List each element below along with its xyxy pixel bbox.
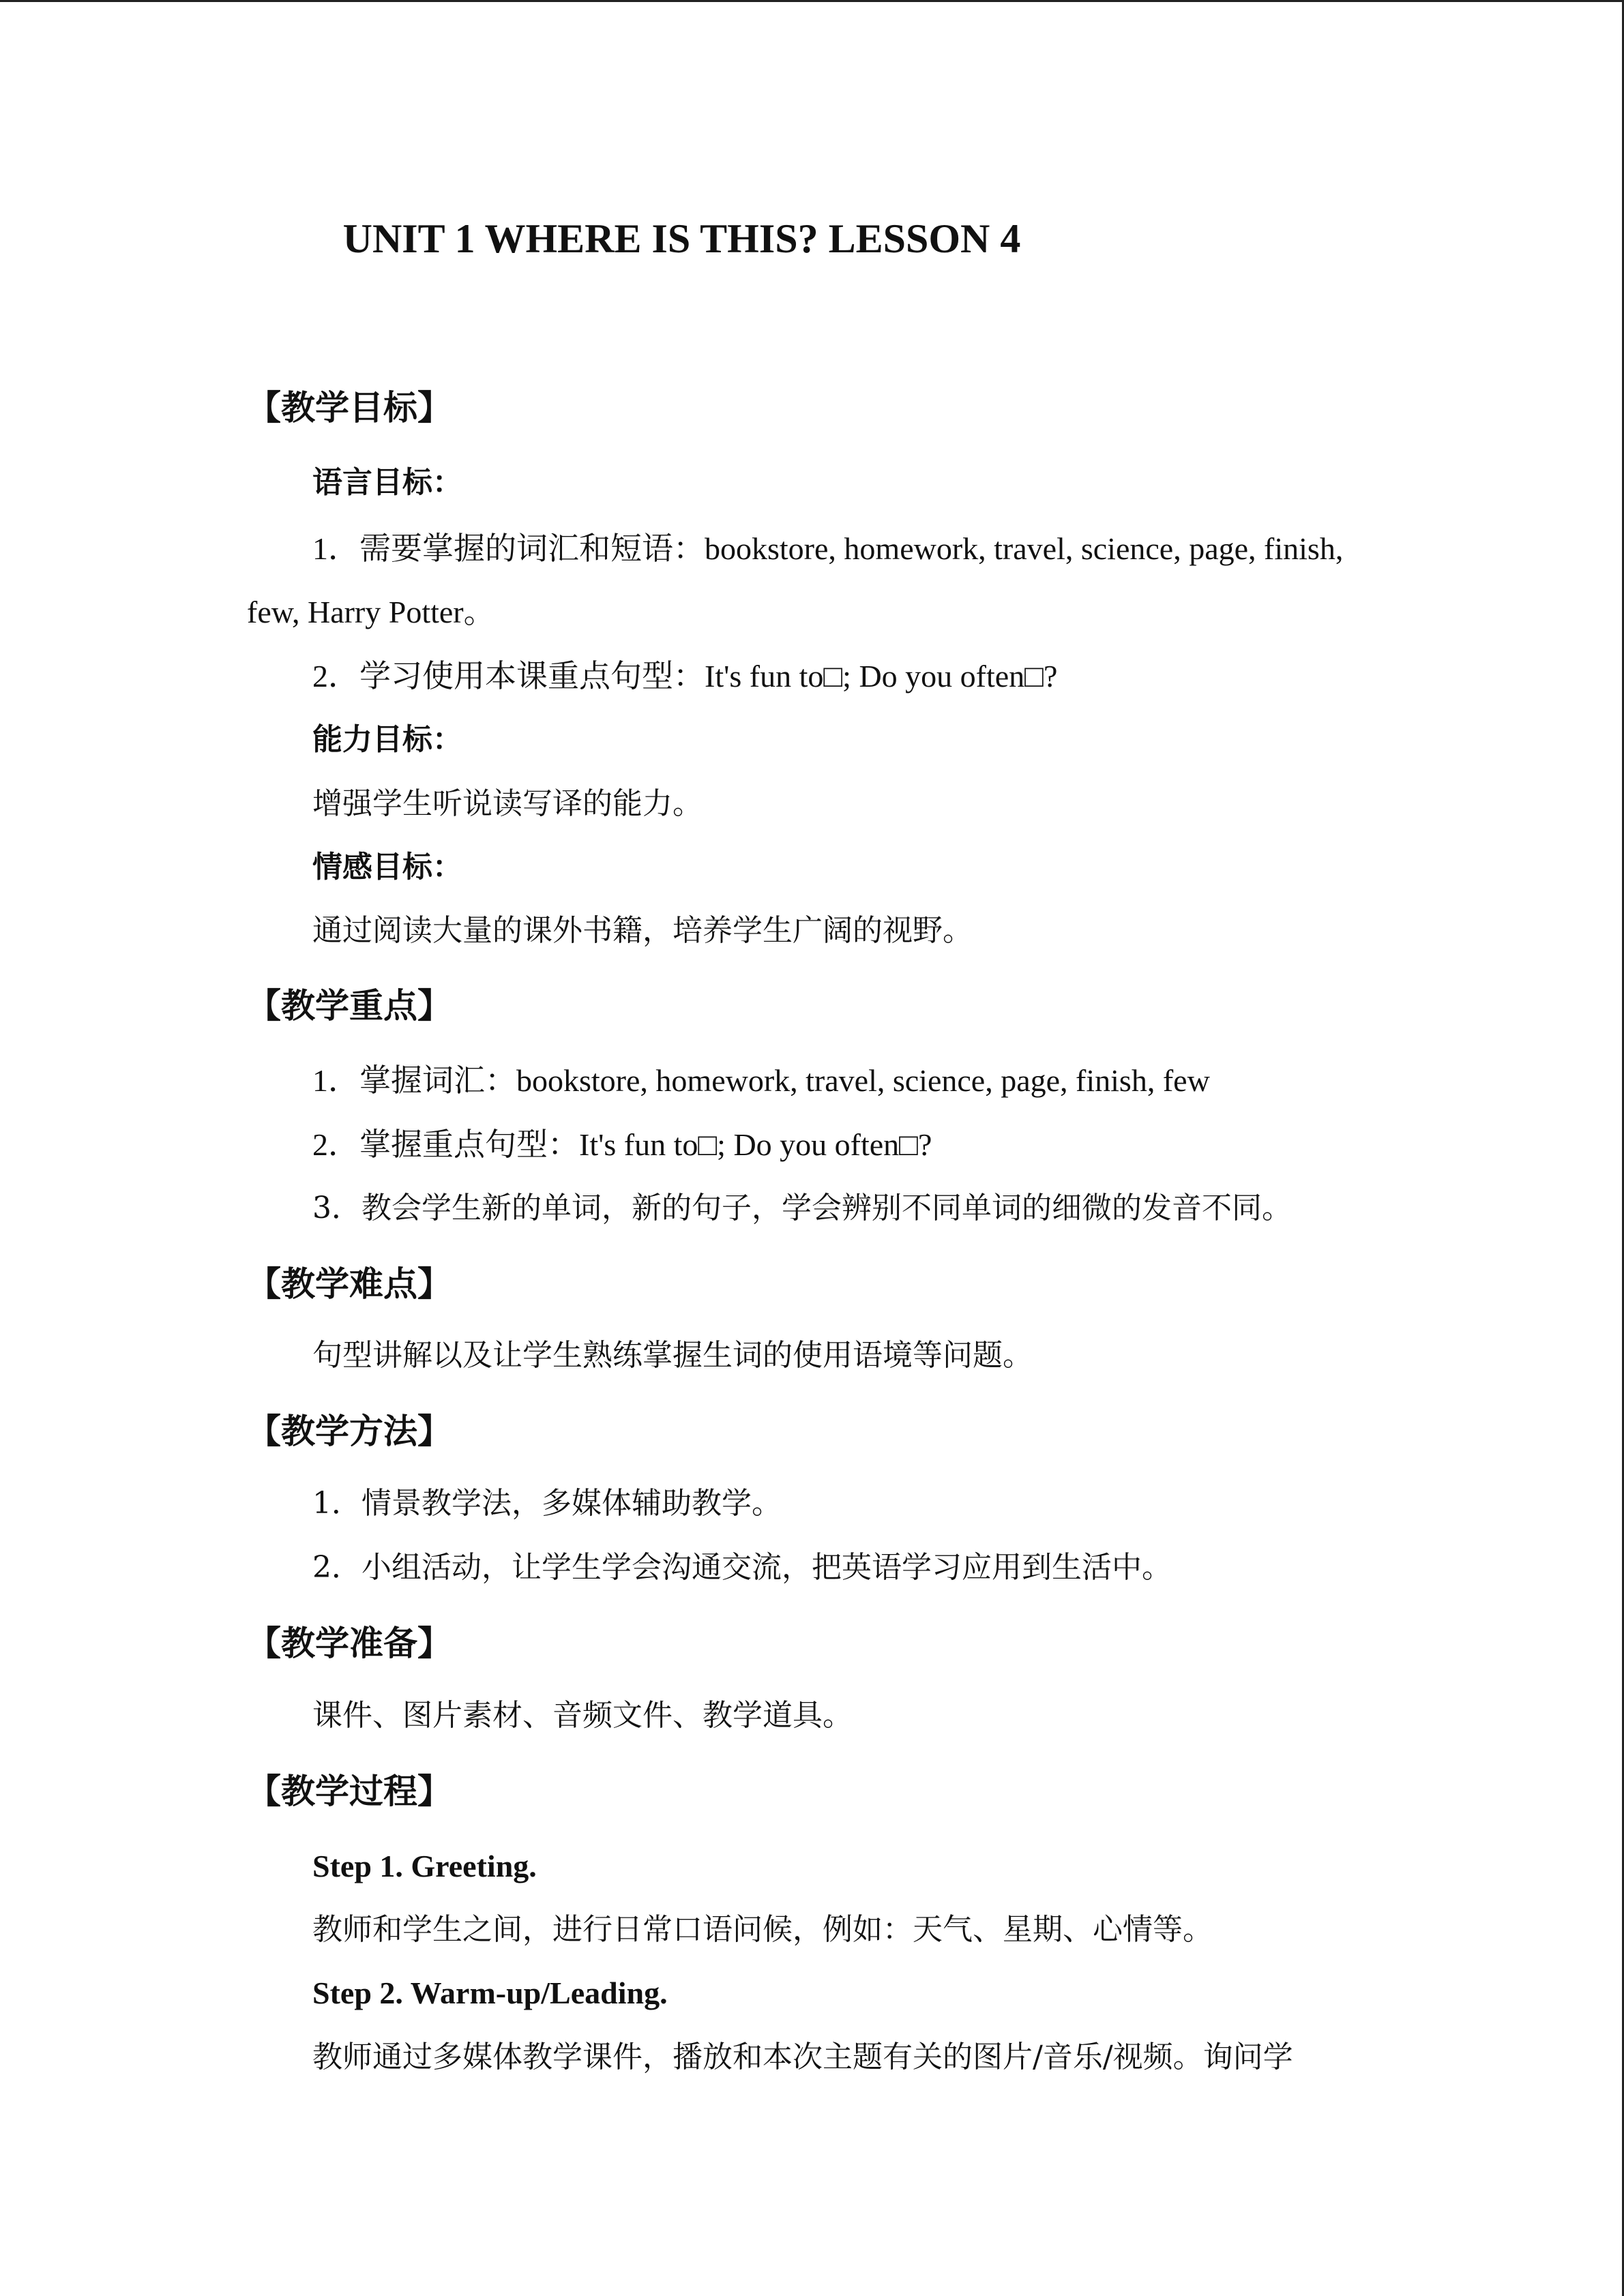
- ability-objective-text: 增强学生听说读写译的能力。: [312, 786, 703, 821]
- step-1-title: Step 1. Greeting.: [312, 1849, 537, 1883]
- document-title: UNIT 1 WHERE IS THIS? LESSON 4: [342, 216, 1021, 261]
- key-point-item-2: 2．掌握重点句型：It's fun to□; Do you often□?: [312, 1127, 932, 1162]
- key-point-item-3: 3．教会学生新的单词，新的句子，学会辨别不同单词的细微的发音不同。: [312, 1191, 1292, 1225]
- objective-item-1-line-1: 1．需要掌握的词汇和短语：bookstore, homework, travel, science, page, finish,: [312, 531, 1344, 566]
- section-heading-preparation: 【教学准备】: [247, 1624, 452, 1663]
- step-2-text: 教师通过多媒体教学课件，播放和本次主题有关的图片/音乐/视频。询问学: [312, 2040, 1293, 2074]
- section-heading-objectives: 【教学目标】: [247, 388, 452, 428]
- method-item-2: 2．小组活动，让学生学会沟通交流，把英语学习应用到生活中。: [312, 1550, 1172, 1585]
- emotion-objective-label: 情感目标：: [312, 850, 462, 884]
- objective-item-2: 2．学习使用本课重点句型：It's fun to□; Do you often□?: [312, 659, 1058, 694]
- difficulties-text: 句型讲解以及让学生熟练掌握生词的使用语境等问题。: [312, 1338, 1033, 1373]
- section-heading-methods: 【教学方法】: [247, 1412, 452, 1451]
- step-1-text: 教师和学生之间，进行日常口语问候，例如：天气、星期、心情等。: [312, 1912, 1213, 1947]
- ability-objective-label: 能力目标：: [312, 722, 462, 757]
- language-objective-label: 语言目标：: [312, 465, 462, 500]
- preparation-text: 课件、图片素材、音频文件、教学道具。: [312, 1698, 853, 1733]
- objective-item-1-line-2: few, Harry Potter。: [247, 595, 495, 629]
- step-2-title: Step 2. Warm-up/Leading.: [312, 1976, 668, 2010]
- section-heading-process: 【教学过程】: [247, 1772, 452, 1811]
- key-point-item-1: 1．掌握词汇：bookstore, homework, travel, science, page, finish, few: [312, 1063, 1210, 1098]
- section-heading-key-points: 【教学重点】: [247, 986, 452, 1026]
- section-heading-difficulties: 【教学难点】: [247, 1264, 452, 1304]
- method-item-1: 1．情景教学法，多媒体辅助教学。: [312, 1486, 782, 1521]
- emotion-objective-text: 通过阅读大量的课外书籍，培养学生广阔的视野。: [312, 913, 973, 948]
